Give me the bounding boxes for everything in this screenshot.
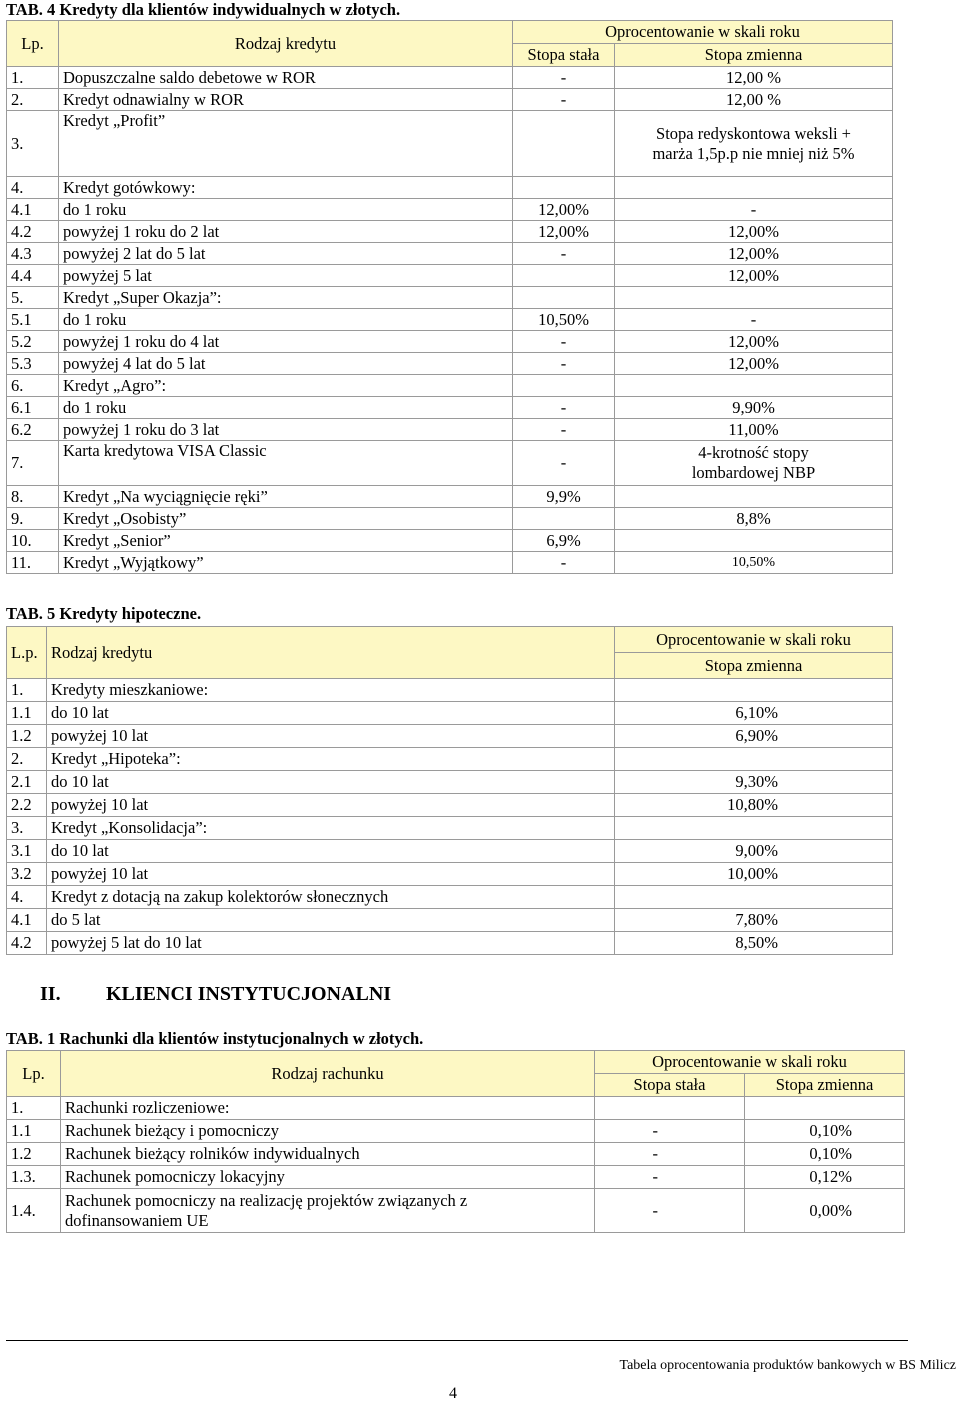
variable-rate: 12,00% xyxy=(615,243,893,265)
fixed-rate: 10,50% xyxy=(513,309,615,331)
footer-rule xyxy=(6,1340,908,1341)
credit-name: Kredyty mieszkaniowe: xyxy=(47,679,615,702)
row-number: 10. xyxy=(7,530,59,552)
credit-name: do 1 roku xyxy=(59,199,513,221)
row-number: 1. xyxy=(7,679,47,702)
variable-rate: 12,00% xyxy=(615,221,893,243)
row-number: 4.3 xyxy=(7,243,59,265)
fixed-rate: - xyxy=(513,243,615,265)
credit-name: do 10 lat xyxy=(47,840,615,863)
credit-name: powyżej 5 lat do 10 lat xyxy=(47,932,615,955)
table-row xyxy=(7,530,893,552)
variable-rate xyxy=(615,375,893,397)
credit-name: Kredyt odnawialny w ROR xyxy=(59,89,513,111)
table-row xyxy=(7,111,893,177)
variable-rate: - xyxy=(615,309,893,331)
table-row xyxy=(7,932,893,955)
row-number: 4.2 xyxy=(7,221,59,243)
credit-name: Kredyt „Senior” xyxy=(59,530,513,552)
fixed-rate: - xyxy=(513,441,615,486)
account-name: Rachunek pomocniczy lokacyjny xyxy=(61,1166,595,1189)
table-row xyxy=(7,419,893,441)
row-number: 1.1 xyxy=(7,702,47,725)
row-number: 9. xyxy=(7,508,59,530)
row-number: 3. xyxy=(7,817,47,840)
variable-rate: 10,00% xyxy=(615,863,893,886)
table-row xyxy=(7,1120,905,1143)
row-number: 4.2 xyxy=(7,932,47,955)
row-number: 5.3 xyxy=(7,353,59,375)
table-row xyxy=(7,375,893,397)
tab4-header-lp: Lp. xyxy=(7,21,59,67)
credit-name: Kredyt „Na wyciągnięcie ręki” xyxy=(59,486,513,508)
tab5-header-rodzaj: Rodzaj kredytu xyxy=(47,627,615,679)
table-row xyxy=(7,840,893,863)
credit-name: powyżej 2 lat do 5 lat xyxy=(59,243,513,265)
table-row xyxy=(7,817,893,840)
table-row xyxy=(7,909,893,932)
table-row xyxy=(7,1189,905,1233)
page-number: 4 xyxy=(449,1385,457,1402)
row-number: 6. xyxy=(7,375,59,397)
fixed-rate: 12,00% xyxy=(513,221,615,243)
tab5-header-oprocentowanie: Oprocentowanie w skali roku xyxy=(615,627,893,653)
fixed-rate: - xyxy=(513,67,615,89)
tab1-header-oprocentowanie: Oprocentowanie w skali roku xyxy=(595,1051,905,1074)
fixed-rate xyxy=(513,111,615,177)
tab4-header-oprocentowanie: Oprocentowanie w skali roku xyxy=(513,21,893,44)
account-name: Rachunek bieżący rolników indywidualnych xyxy=(61,1143,595,1166)
tab1-header-zmienna: Stopa zmienna xyxy=(745,1074,905,1097)
table-row xyxy=(7,1097,905,1120)
credit-name: powyżej 10 lat xyxy=(47,794,615,817)
table-row xyxy=(7,486,893,508)
row-number: 8. xyxy=(7,486,59,508)
variable-rate xyxy=(615,486,893,508)
tab5-caption: TAB. 5 Kredyty hipoteczne. xyxy=(6,604,202,623)
table-row xyxy=(7,441,893,486)
row-number: 1.4. xyxy=(7,1189,61,1233)
fixed-rate: - xyxy=(595,1143,745,1166)
row-number: 2. xyxy=(7,748,47,771)
variable-rate: 12,00 % xyxy=(615,89,893,111)
credit-name: powyżej 4 lat do 5 lat xyxy=(59,353,513,375)
credit-name: powyżej 5 lat xyxy=(59,265,513,287)
table-row xyxy=(7,177,893,199)
credit-name: do 5 lat xyxy=(47,909,615,932)
fixed-rate: - xyxy=(513,552,615,574)
section-number: II. xyxy=(40,983,61,1005)
table-row xyxy=(7,287,893,309)
variable-rate: Stopa redyskontowa weksli + marża 1,5p.p nie mniej niż 5% xyxy=(615,111,893,177)
credit-name: powyżej 10 lat xyxy=(47,725,615,748)
fixed-rate: - xyxy=(595,1166,745,1189)
variable-rate: 0,10% xyxy=(745,1120,905,1143)
row-number: 4. xyxy=(7,886,47,909)
credit-name: do 1 roku xyxy=(59,397,513,419)
credit-name: do 1 roku xyxy=(59,309,513,331)
row-number: 4.1 xyxy=(7,909,47,932)
table-row xyxy=(7,89,893,111)
table-row xyxy=(7,863,893,886)
row-number: 3.1 xyxy=(7,840,47,863)
fixed-rate: - xyxy=(513,353,615,375)
row-number: 3.2 xyxy=(7,863,47,886)
tab4-caption: TAB. 4 Kredyty dla klientów indywidualnych w złotych. xyxy=(6,0,401,19)
tab4-header-stala: Stopa stała xyxy=(513,44,615,67)
table-row xyxy=(7,679,893,702)
table-row xyxy=(7,199,893,221)
fixed-rate xyxy=(513,508,615,530)
row-number: 1.3. xyxy=(7,1166,61,1189)
credit-name: Dopuszczalne saldo debetowe w ROR xyxy=(59,67,513,89)
table-row xyxy=(7,725,893,748)
table-row xyxy=(7,397,893,419)
variable-rate xyxy=(615,530,893,552)
variable-rate xyxy=(615,177,893,199)
row-number: 4.1 xyxy=(7,199,59,221)
row-number: 3. xyxy=(7,111,59,177)
fixed-rate xyxy=(513,287,615,309)
tab4-table xyxy=(6,20,893,574)
variable-rate: 12,00% xyxy=(615,265,893,287)
variable-rate: 12,00% xyxy=(615,331,893,353)
tab5-header-zmienna: Stopa zmienna xyxy=(615,653,893,679)
fixed-rate: - xyxy=(595,1189,745,1233)
table-row xyxy=(7,552,893,574)
table-row xyxy=(7,794,893,817)
variable-rate: 9,90% xyxy=(615,397,893,419)
fixed-rate xyxy=(513,265,615,287)
row-number: 2.1 xyxy=(7,771,47,794)
variable-rate xyxy=(615,817,893,840)
credit-name: Karta kredytowa VISA Classic xyxy=(59,441,513,486)
tab5-header-lp: L.p. xyxy=(7,627,47,679)
credit-name: Kredyt „Konsolidacja”: xyxy=(47,817,615,840)
table-row xyxy=(7,1166,905,1189)
variable-rate: 4-krotność stopy lombardowej NBP xyxy=(615,441,893,486)
variable-rate: 10,80% xyxy=(615,794,893,817)
row-number: 5.1 xyxy=(7,309,59,331)
credit-name: Kredyt „Osobisty” xyxy=(59,508,513,530)
tab1-header-lp: Lp. xyxy=(7,1051,61,1097)
account-name: Rachunek bieżący i pomocniczy xyxy=(61,1120,595,1143)
fixed-rate: 9,9% xyxy=(513,486,615,508)
table-row xyxy=(7,771,893,794)
credit-name: Kredyt z dotacją na zakup kolektorów słonecznych xyxy=(47,886,615,909)
variable-rate: 7,80% xyxy=(615,909,893,932)
table-row xyxy=(7,748,893,771)
row-number: 1. xyxy=(7,1097,61,1120)
variable-rate: 11,00% xyxy=(615,419,893,441)
table-row xyxy=(7,309,893,331)
row-number: 6.1 xyxy=(7,397,59,419)
fixed-rate: - xyxy=(513,89,615,111)
credit-name: powyżej 10 lat xyxy=(47,863,615,886)
variable-rate: 10,50% xyxy=(615,552,893,574)
credit-name: do 10 lat xyxy=(47,771,615,794)
tab1-caption: TAB. 1 Rachunki dla klientów instytucjonalnych w złotych. xyxy=(6,1029,424,1048)
variable-rate: 0,10% xyxy=(745,1143,905,1166)
table-row xyxy=(7,702,893,725)
fixed-rate: 6,9% xyxy=(513,530,615,552)
tab4-header-rodzaj: Rodzaj kredytu xyxy=(59,21,513,67)
table-row xyxy=(7,508,893,530)
variable-rate xyxy=(615,748,893,771)
credit-name: Kredyt „Profit” xyxy=(59,111,513,177)
table-row xyxy=(7,353,893,375)
credit-name: Kredyt „Agro”: xyxy=(59,375,513,397)
footer-text: Tabela oprocentowania produktów bankowych w BS Milicz xyxy=(619,1358,956,1373)
variable-rate: 9,00% xyxy=(615,840,893,863)
row-number: 1.1 xyxy=(7,1120,61,1143)
credit-name: Kredyt „Super Okazja”: xyxy=(59,287,513,309)
credit-name: powyżej 1 roku do 2 lat xyxy=(59,221,513,243)
row-number: 4.4 xyxy=(7,265,59,287)
fixed-rate: - xyxy=(595,1120,745,1143)
row-number: 6.2 xyxy=(7,419,59,441)
table-row xyxy=(7,243,893,265)
variable-rate: 9,30% xyxy=(615,771,893,794)
table-row xyxy=(7,1143,905,1166)
fixed-rate xyxy=(513,375,615,397)
row-number: 2. xyxy=(7,89,59,111)
variable-rate: 8,8% xyxy=(615,508,893,530)
variable-rate xyxy=(615,287,893,309)
credit-name: powyżej 1 roku do 3 lat xyxy=(59,419,513,441)
tab1-table xyxy=(6,1050,905,1233)
variable-rate: - xyxy=(615,199,893,221)
variable-rate: 0,00% xyxy=(745,1189,905,1233)
credit-name: do 10 lat xyxy=(47,702,615,725)
table-row xyxy=(7,67,893,89)
fixed-rate xyxy=(595,1097,745,1120)
fixed-rate: - xyxy=(513,331,615,353)
table-row xyxy=(7,265,893,287)
row-number: 7. xyxy=(7,441,59,486)
row-number: 1. xyxy=(7,67,59,89)
row-number: 5.2 xyxy=(7,331,59,353)
credit-name: Kredyt „Wyjątkowy” xyxy=(59,552,513,574)
table-row xyxy=(7,886,893,909)
fixed-rate: - xyxy=(513,419,615,441)
tab1-header-stala: Stopa stała xyxy=(595,1074,745,1097)
row-number: 1.2 xyxy=(7,1143,61,1166)
credit-name: Kredyt „Hipoteka”: xyxy=(47,748,615,771)
variable-rate: 8,50% xyxy=(615,932,893,955)
variable-rate xyxy=(615,679,893,702)
row-number: 4. xyxy=(7,177,59,199)
credit-name: powyżej 1 roku do 4 lat xyxy=(59,331,513,353)
account-name: Rachunek pomocniczy na realizację projektów związanych z dofinansowaniem UE xyxy=(61,1189,595,1233)
variable-rate: 12,00% xyxy=(615,353,893,375)
table-row xyxy=(7,221,893,243)
section-title: KLIENCI INSTYTUCJONALNI xyxy=(106,983,392,1005)
account-name: Rachunki rozliczeniowe: xyxy=(61,1097,595,1120)
tab4-header-zmienna: Stopa zmienna xyxy=(615,44,893,67)
fixed-rate xyxy=(513,177,615,199)
row-number: 2.2 xyxy=(7,794,47,817)
table-row xyxy=(7,331,893,353)
tab1-header-rodzaj: Rodzaj rachunku xyxy=(61,1051,595,1097)
tab5-table xyxy=(6,626,893,955)
variable-rate xyxy=(745,1097,905,1120)
row-number: 5. xyxy=(7,287,59,309)
fixed-rate: - xyxy=(513,397,615,419)
fixed-rate: 12,00% xyxy=(513,199,615,221)
variable-rate: 12,00 % xyxy=(615,67,893,89)
variable-rate: 0,12% xyxy=(745,1166,905,1189)
variable-rate: 6,10% xyxy=(615,702,893,725)
credit-name: Kredyt gotówkowy: xyxy=(59,177,513,199)
row-number: 11. xyxy=(7,552,59,574)
row-number: 1.2 xyxy=(7,725,47,748)
variable-rate xyxy=(615,886,893,909)
variable-rate: 6,90% xyxy=(615,725,893,748)
